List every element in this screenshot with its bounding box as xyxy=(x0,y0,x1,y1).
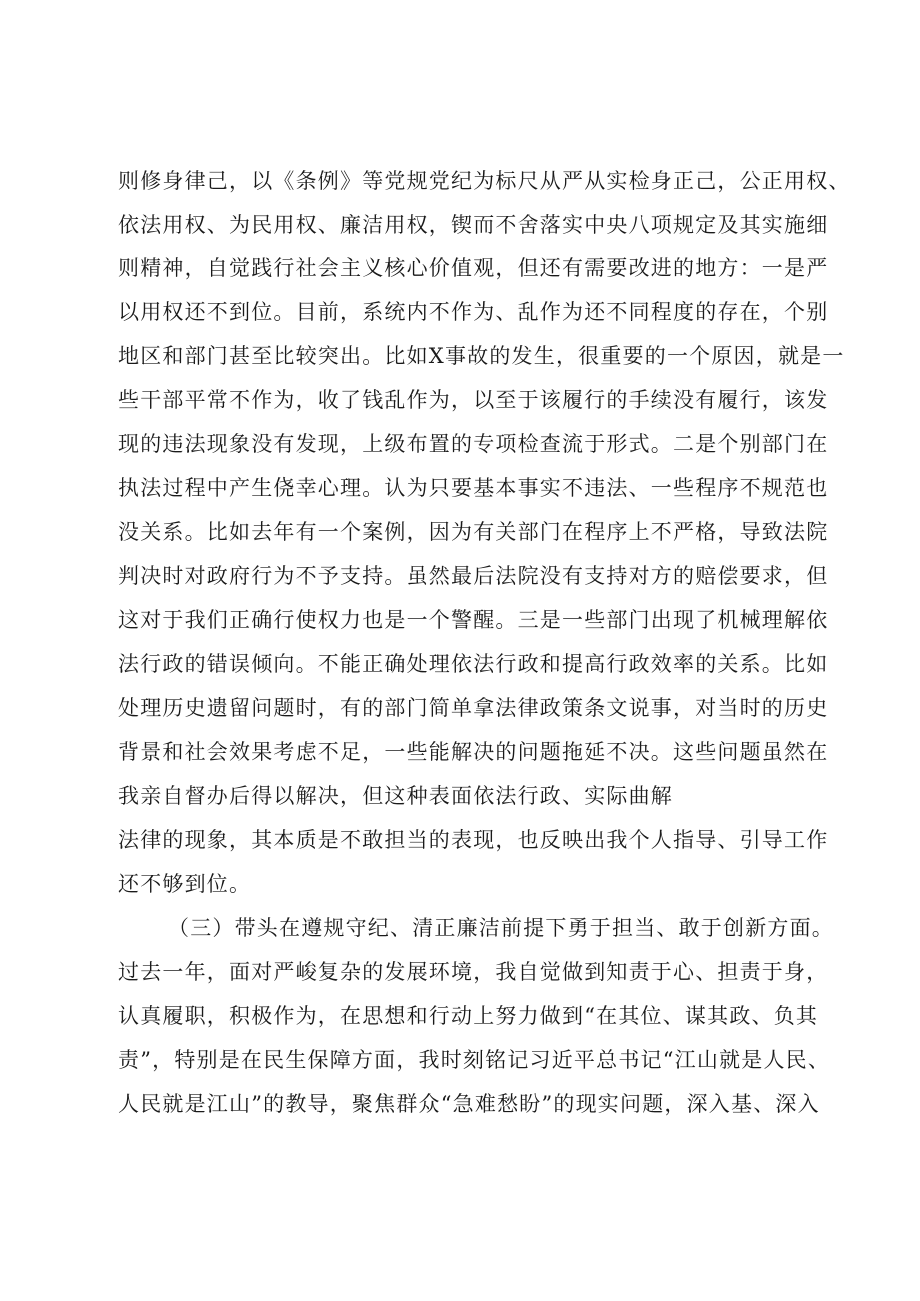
body-text-line: 执法过程中产生侥幸心理。认为只要基本事实不违法、一些程序不规范也 xyxy=(118,476,829,500)
body-text-line: 法律的现象，其本质是不敢担当的表现，也反映出我个人指导、引导工作 xyxy=(118,828,829,852)
body-text-line: 些干部平常不作为，收了钱乱作为，以至于该履行的手续没有履行，该发 xyxy=(118,388,829,412)
body-text-line: 则精神，自觉践行社会主义核心价值观，但还有需要改进的地方：一是严 xyxy=(118,256,829,280)
body-text-line: 现的违法现象没有发现，上级布置的专项检查流于形式。二是个别部门在 xyxy=(118,432,829,456)
body-text-line: 过去一年，面对严峻复杂的发展环境，我自觉做到知责于心、担责于身， xyxy=(118,960,829,984)
body-text-line: 处理历史遗留问题时，有的部门简单拿法律政策条文说事，对当时的历史 xyxy=(118,696,829,720)
body-text-line: 没关系。比如去年有一个案例，因为有关部门在程序上不严格，导致法院 xyxy=(118,520,829,544)
body-text-line: 判决时对政府行为不予支持。虽然最后法院没有支持对方的赔偿要求，但 xyxy=(118,564,829,588)
body-text-line: 责”，特别是在民生保障方面，我时刻铭记习近平总书记“江山就是人民、 xyxy=(118,1048,831,1072)
body-text-line: 以用权还不到位。目前，系统内不作为、乱作为还不同程度的存在，个别 xyxy=(118,300,829,324)
body-text-line: 人民就是江山”的教导，聚焦群众“急难愁盼”的现实问题，深入基、深入 xyxy=(118,1092,820,1116)
body-text-line: 背景和社会效果考虑不足，一些能解决的问题拖延不决。这些问题虽然在 xyxy=(118,740,829,764)
body-text-line: 依法用权、为民用权、廉洁用权，锲而不舍落实中央八项规定及其实施细 xyxy=(118,213,829,237)
body-text-line: 我亲自督办后得以解决，但这种表面依法行政、实际曲解 xyxy=(118,784,673,808)
body-text-line: 地区和部门甚至比较突出。比如X事故的发生，很重要的一个原因，就是一 xyxy=(118,344,845,368)
body-text-line: 法行政的错误倾向。不能正确处理依法行政和提高行政效率的关系。比如 xyxy=(118,652,829,676)
section-heading-line: （三）带头在遵规守纪、清正廉洁前提下勇于担当、敢于创新方面。 xyxy=(168,916,834,940)
body-text-line: 这对于我们正确行使权力也是一个警醒。三是一些部门出现了机械理解依 xyxy=(118,608,829,632)
body-text-line: 认真履职，积极作为，在思想和行动上努力做到“在其位、谋其政、负其 xyxy=(118,1004,819,1028)
body-text-line: 则修身律己，以《条例》等党规党纪为标尺从严从实检身正己，公正用权、 xyxy=(118,169,851,193)
body-text-line: 还不够到位。 xyxy=(118,872,252,896)
